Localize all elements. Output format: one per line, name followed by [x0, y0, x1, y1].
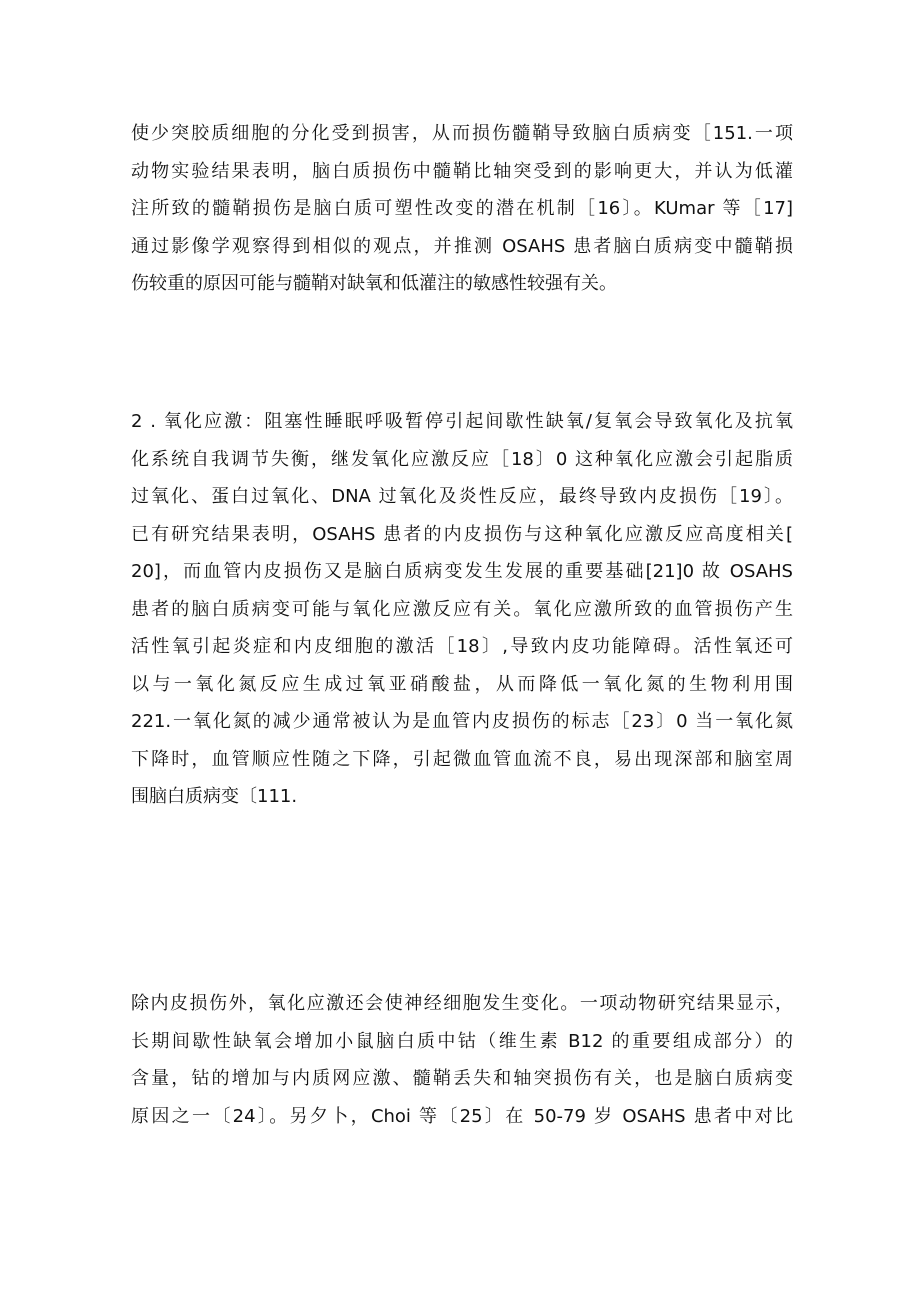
text-line: 患者的脑白质病变可能与氧化应激反应有关。氧化应激所致的血管损伤产生 [131, 598, 793, 620]
paragraph-myelin-damage [131, 115, 793, 303]
text-line: 除内皮损伤外，氧化应激还会使神经细胞发生变化。一项动物研究结果显示， [131, 993, 793, 1014]
paragraph-neural-cells [131, 985, 793, 1135]
text-line: 221.一氧化氮的减少通常被认为是血管内皮损伤的标志［23〕0 当一氧化氮 [131, 711, 793, 732]
text-line: 20]，而血管内皮损伤又是脑白质病变发生发展的重要基础[21]0 故 OSAHS [131, 561, 793, 582]
text-line: 伤较重的原因可能与髓鞘对缺氧和低灌注的敏感性较强有关。 [131, 273, 617, 294]
text-line: 注所致的髓鞘损伤是脑白质可塑性改变的潜在机制［16〕。KUmar 等［17] [131, 198, 793, 219]
text-line: 原因之一〔24〕。另夕卜，Choi 等〔25〕在 50-79 岁 OSAHS 患者中对比 [131, 1105, 793, 1127]
text-line: 使少突胶质细胞的分化受到损害，从而损伤髓鞘导致脑白质病变［151.一项 [131, 123, 793, 144]
text-line: 过氧化、蛋白过氧化、DNA 过氧化及炎性反应，最终导致内皮损伤［19〕。 [131, 486, 793, 507]
text-line: 围脑白质病变〔111. [131, 786, 298, 807]
text-line: 2 . 氧化应激：阻塞性睡眠呼吸暂停引起间歇性缺氧/复氧会导致氧化及抗氧 [131, 411, 793, 432]
text-line: 化系统自我调节失衡，继发氧化应激反应［18〕0 这种氧化应激会引起脂质 [131, 448, 793, 470]
text-line: 通过影像学观察得到相似的观点，并推测 OSAHS 患者脑白质病变中髓鞘损 [131, 235, 793, 257]
text-line: 长期间歇性缺氧会增加小鼠脑白质中钴（维生素 B12 的重要组成部分）的 [131, 1030, 793, 1052]
text-line: 动物实验结果表明，脑白质损伤中髓鞘比轴突受到的影响更大，并认为低灌 [131, 160, 793, 182]
text-line: 活性氧引起炎症和内皮细胞的激活［18〕,导致内皮功能障碍。活性氧还可 [131, 636, 793, 657]
text-line: 含量，钻的增加与内质网应激、髓鞘丢失和轴突损伤有关，也是脑白质病变 [131, 1068, 793, 1089]
text-line: 以与一氧化氮反应生成过氧亚硝酸盐，从而降低一氧化氮的生物利用围 [131, 673, 793, 695]
text-line: 已有研究结果表明，OSAHS 患者的内皮损伤与这种氧化应激反应高度相关[ [131, 523, 793, 545]
text-line: 下降时，血管顺应性随之下降，引起微血管血流不良，易出现深部和脑室周 [131, 748, 793, 770]
paragraph-oxidative-stress [131, 403, 793, 816]
